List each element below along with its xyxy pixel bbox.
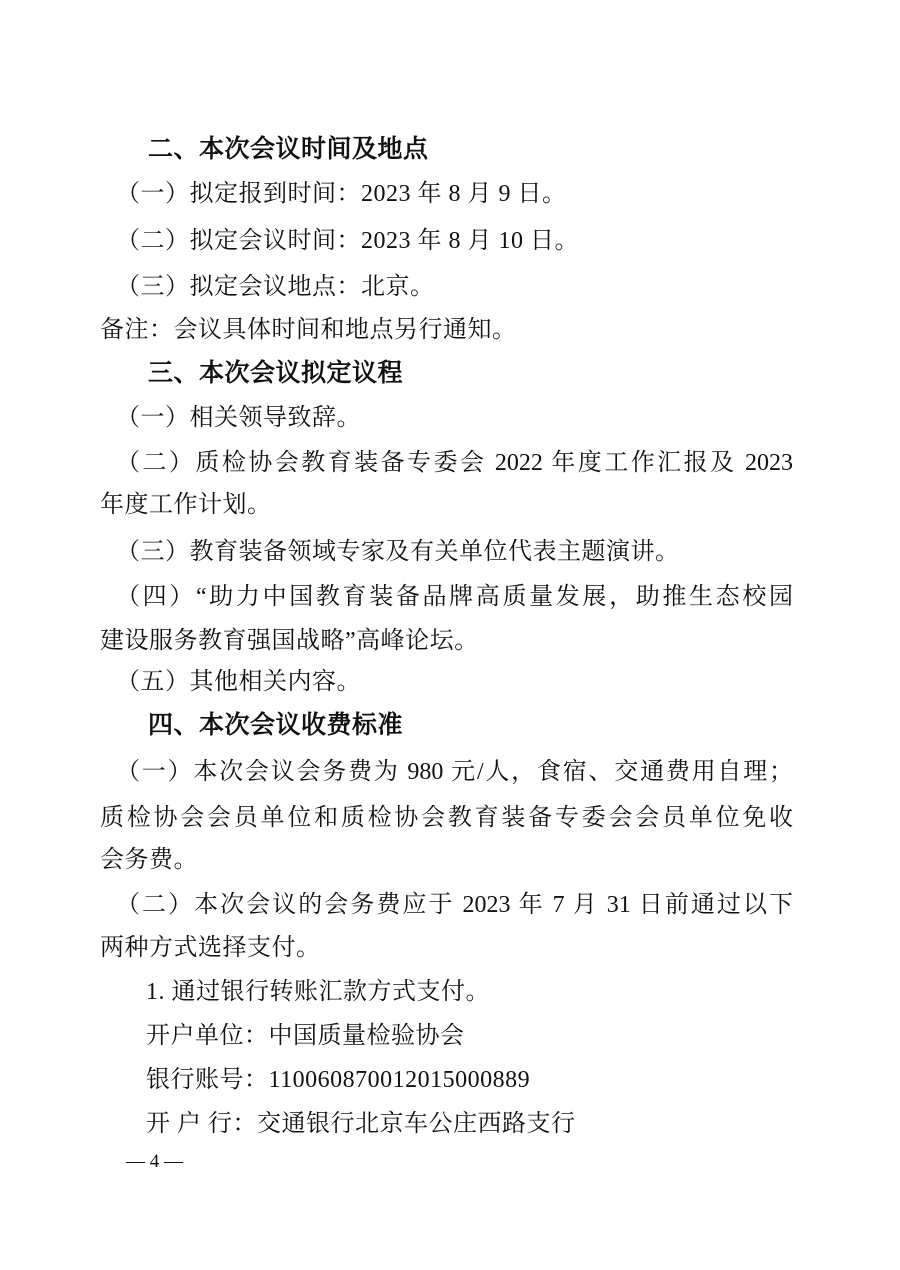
para-payment-method-1: 1. 通过银行转账汇款方式支付。 xyxy=(146,979,490,1005)
page-number: — 4 — xyxy=(126,1151,183,1172)
para-agenda-5-other: （五）其他相关内容。 xyxy=(116,669,361,695)
bank-account-name-line: 开户单位：中国质量检验协会 xyxy=(146,1023,465,1049)
para-agenda-2-report-line1: （二）质检协会教育装备专委会 2022 年度工作汇报及 2023 xyxy=(116,450,793,476)
bank-account-number-line: 银行账号：110060870012015000889 xyxy=(146,1067,531,1093)
heading-section-4-fees: 四、本次会议收费标准 xyxy=(148,711,404,739)
para-fee-deadline-line2: 两种方式选择支付。 xyxy=(100,935,321,961)
para-agenda-4-forum-line2: 建设服务教育强国战略”高峰论坛。 xyxy=(100,628,479,654)
bank-branch-line: 开 户 行：交通银行北京车公庄西路支行 xyxy=(146,1111,576,1137)
para-fee-standard-line2: 质检协会会员单位和质检协会教育装备专委会会员单位免收 xyxy=(100,805,793,831)
para-agenda-4-forum-line1: （四）“助力中国教育装备品牌高质量发展，助推生态校园 xyxy=(116,584,793,610)
para-fee-standard-line1: （一）本次会议会务费为 980 元/人，食宿、交通费用自理； xyxy=(116,759,793,785)
para-checkin-time: （一）拟定报到时间：2023 年 8 月 9 日。 xyxy=(116,181,567,207)
para-agenda-2-report-line2: 年度工作计划。 xyxy=(100,492,272,518)
para-fee-standard-line3: 会务费。 xyxy=(100,847,198,873)
heading-section-3-agenda: 三、本次会议拟定议程 xyxy=(148,359,404,387)
para-agenda-1-speech: （一）相关领导致辞。 xyxy=(116,405,361,431)
para-meeting-location: （三）拟定会议地点：北京。 xyxy=(116,274,435,300)
para-agenda-3-keynote: （三）教育装备领域专家及有关单位代表主题演讲。 xyxy=(116,539,680,565)
para-meeting-time: （二）拟定会议时间：2023 年 8 月 10 日。 xyxy=(116,228,579,254)
para-remark-notice: 备注：会议具体时间和地点另行通知。 xyxy=(100,317,517,343)
para-fee-deadline-line1: （二）本次会议的会务费应于 2023 年 7 月 31 日前通过以下 xyxy=(116,892,793,918)
heading-section-2-time-location: 二、本次会议时间及地点 xyxy=(148,135,429,163)
